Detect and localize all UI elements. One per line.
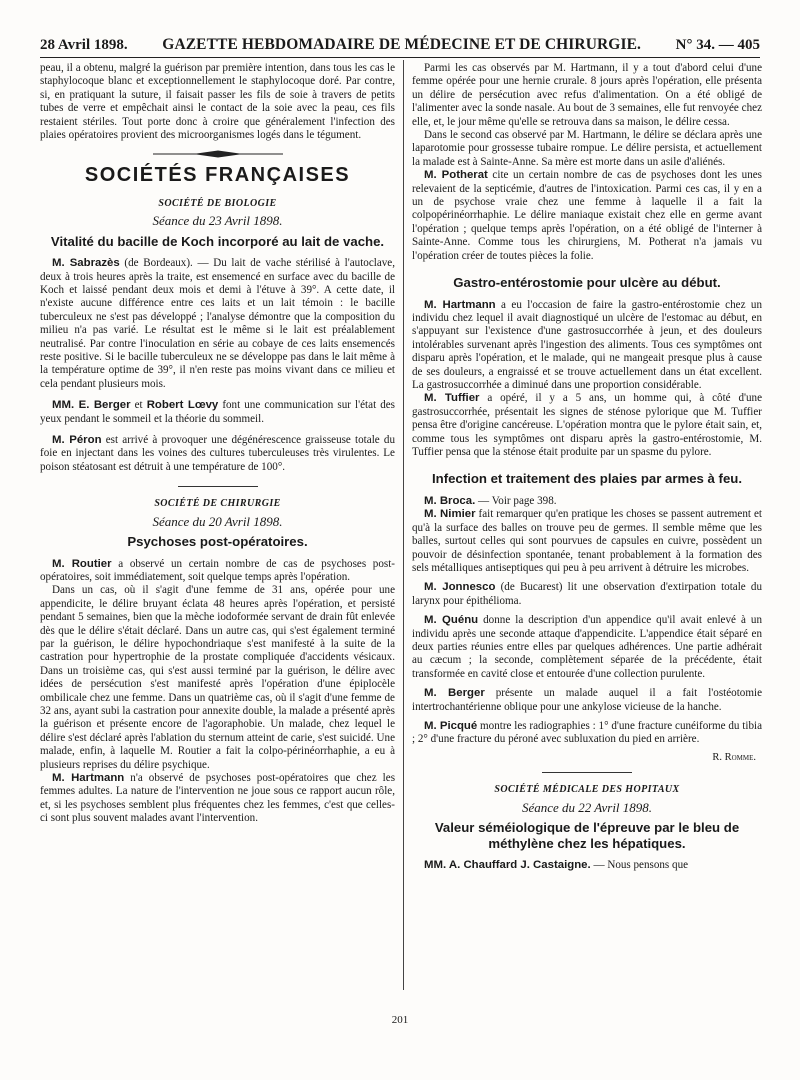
article-title: Gastro-entérostomie pour ulcère au début.: [453, 275, 721, 291]
article-title: Psychoses post-opératoires.: [127, 534, 308, 550]
seance-date: Séance du 22 Avril 1898.: [521, 799, 653, 815]
column-divider: [403, 60, 404, 990]
paragraph-text: et: [130, 399, 147, 412]
running-header: [40, 36, 760, 54]
paragraph: [412, 687, 762, 714]
speaker-name: M. Hartmann: [52, 772, 125, 785]
speaker-name: M. Berger: [424, 687, 485, 700]
paragraph: [412, 720, 762, 747]
speaker-name: M. Quénu: [424, 614, 479, 627]
paragraph: [40, 399, 395, 426]
paragraph-text: (de Bucarest) lit une observation d'extirpation totale du larynx pour épithélioma.: [412, 581, 762, 607]
paragraph: [40, 772, 395, 826]
speaker-name: M. Routier: [52, 557, 112, 570]
paragraph: [412, 495, 762, 508]
right-column: [412, 62, 762, 873]
society-heading: SOCIÉTÉ DE BIOLOGIE: [158, 197, 277, 209]
paragraph: Dans un cas, où il s'agit d'une femme de 31 ans, opérée pour une appendicite, le délire bruyant éclata 48 heures après l'opération, et persisté pendant 5 semaines, bien que la mèche iodoformée servant de drain fût enlevée dès que le délire s'était déclaré. Dans un autre cas, qui s'est également terminé par la guérison, le délire hypochondriaque s'est manifesté à la suite de la castration pour hypertrophie de la prostate compliquée d'accidents vésicaux. Dans un troisième cas, qui s'est aussi terminé par la guérison, le délire avec idées de persécution s'est manifesté après l'opération d'une épiplocèle ombilicale chez une femme. Dans un quatrième cas, où il s'agit d'une femme de 32 ans, ayant subi la castration pour annexite double, la malade a présenté après la guérison et présente encore de l'agoraphobie. Un malade, chez lequel le délire s'est déclaré après l'ablation du sternum atteint de carie, s'est suicidé. Une malade, enfin, à laquelle M. Routier a fait la colpo-périnéorrhaphie, a eu à plusieurs reprises du délire psychique.: [40, 584, 395, 771]
speaker-name: M. Sabrazès: [52, 257, 120, 270]
speaker-name: M. Tuffier: [424, 392, 480, 405]
section-title: SOCIÉTÉS FRANÇAISES: [84, 164, 351, 187]
article-title: Vitalité du bacille de Koch incorporé au lait de vache.: [50, 233, 385, 249]
speaker-name: M. Jonnesco: [424, 581, 496, 594]
page-number: 201: [391, 1014, 409, 1026]
paragraph-text: a eu l'occasion de faire la gastro-entérostomie chez un individu chez lequel il avait diagnostiqué un ulcère de l'estomac au début, en s'appuyant sur l'existence d'une gastrosuccorrhée à jeun, et des douleurs intolérables survenant après l'ingestion des aliments. Tous ces symptômes ont disparu après l'opération, et le malade, qui ne mangeait presque plus à cause de ses douleurs, a engraissé et se trouve actuellement dans un état excellent. La gastrosuccorrhée a diminué dans une proportion considérable.: [412, 298, 763, 392]
paragraph: [40, 434, 395, 474]
header-date: 28 Avril 1898.: [40, 37, 128, 53]
paragraph: [412, 859, 762, 872]
paragraph: [412, 169, 762, 263]
section-rule: [178, 486, 258, 487]
paragraph: Dans le second cas observé par M. Hartmann, le délire se déclara après une laparotomie pour grossesse tubaire rompue. Le délire persista, et actuellement la malade est à Sainte-Anne. Sa mère est morte dans un asile d'aliénés.: [412, 129, 762, 168]
seance-date: Séance du 23 Avril 1898.: [152, 213, 283, 229]
paragraph-text: donne la description d'un appendice qu'il avait enlevé à un individu après une seconde attaque d'appendicite. L'appendice était séparé en deux parties réunies entre elles par quelques adhérences. Une partie adhérait au cæcum ; la seconde, complètement séparée de la précédente, était transformée en cavité close et entourée d'une collection purulente.: [412, 614, 762, 680]
speaker-name: M. Potherat: [424, 169, 488, 182]
speaker-name: MM. E. Berger: [52, 399, 131, 412]
paragraph: [412, 508, 762, 575]
paragraph: [412, 392, 762, 459]
paragraph-text: n'a observé de psychoses post-opératoires que chez les femmes adultes. La nature de l'intervention ne joue sous ce rapport aucun rôle, et, si les psychoses semblent plus fréquentes chez les femmes, c'est que celles-ci sont plus souvent malades avant l'intervention.: [40, 772, 396, 825]
header-rule: [40, 57, 760, 58]
header-journal-title: GAZETTE HEBDOMADAIRE DE MÉDECINE ET DE CHIRURGIE.: [162, 36, 642, 53]
paragraph: Parmi les cas observés par M. Hartmann, il y a tout d'abord celui d'une femme opérée pour une hernie crurale. 8 jours après l'opération, elle présenta un délire de persécution avec refus d'alimentation. On a été obligé de l'alimenter avec la sonde nasale. Au bout de 3 semaines, elle fut renvoyée chez elle, et, le jour même qu'elle se retrouva dans sa maison, le délire cessa.: [412, 62, 762, 128]
paragraph: [412, 581, 762, 608]
article-title: Valeur séméiologique de l'épreuve par le bleu de méthylène chez les hépatiques.: [434, 820, 740, 851]
paragraph-text: a opéré, il y a 5 ans, un homme qui, à côté d'une gastrosuccorrhée, présentait les signes de sténose pylorique que M. Tuffier pensa être d'origine cancéreuse. L'opération montra que le pylore était sain, et, comme tous les symptômes ont disparu après la gastro-entérostomie, M. Tuffier pensa que la sténose était produite par un spasme du pylore.: [412, 392, 763, 459]
speaker-name: M. Hartmann: [424, 298, 496, 311]
society-heading: SOCIÉTÉ MÉDICALE DES HOPITAUX: [494, 784, 680, 796]
header-issue: N° 34. — 405: [675, 37, 760, 53]
speaker-name: M. Nimier: [424, 508, 476, 521]
speaker-name: M. Broca.: [424, 494, 476, 507]
paragraph-text: — Nous pensons que: [590, 859, 689, 872]
society-heading: SOCIÉTÉ DE CHIRURGIE: [154, 498, 281, 510]
paragraph-text: présente un malade auquel il a fait l'ostéotomie intertrochantérienne oblique pour une ankylose vicieuse de la hanche.: [412, 687, 762, 713]
paragraph: [40, 257, 395, 391]
paragraph-text: fait remarquer qu'en pratique les choses se passent autrement et qu'à la surface des balles on trouve peu de germes. Il semble même que les balles, surtout celles qui sont pourvues de capsules en cuivre, possèdent un pouvoir de désinfection spontanée, tenant probablement à la formation des sels métalliques antiseptiques qui peu à peu arrivent à détruire les microbes.: [412, 508, 762, 574]
paragraph-text: est arrivé à provoquer une dégénérescence graisseuse totale du foie en injectant dans les voines des cultures tuberculeuses très virulentes. Le poison stéatosant est détruit à une température de 100°.: [40, 434, 395, 473]
paragraph: [412, 299, 762, 393]
paragraph-text: — Voir page 398.: [475, 494, 557, 507]
paragraph: [40, 558, 395, 585]
paragraph-text: montre les radiographies : 1° d'une fracture cunéiforme du tibia ; 2° d'une fracture du péroné avec subluxation du pied en arrière.: [412, 720, 762, 746]
signature: R. Romme.: [712, 751, 756, 763]
intro-paragraph: peau, il a obtenu, malgré la guérison par première intention, dans tous les cas le staphylocoque blanc et exceptionnellement le staphylocoque doré. Par contre, si, en pratiquant la suture, il faisait passer les fils de soie à travers de petits tubes de verre et empêchait ainsi le contact de la soie avec la peau, ces fils restaient stériles. Tout porte donc à croire que généralement l'infection des plaies opératoires provient des microorganismes logés dans le tégument.: [40, 62, 395, 142]
speaker-name: M. Péron: [52, 434, 102, 447]
paragraph-text: font une communication sur l'état des yeux pendant le sommeil et la théorie du sommeil.: [40, 399, 396, 425]
section-rule: [542, 772, 632, 773]
ornament-divider: [153, 149, 283, 159]
paragraph: [412, 614, 762, 681]
paragraph-text: (de Bordeaux). — Du lait de vache stérilisé à l'autoclave, deux à trois heures après la traite, est ensemencé en surface avec du bacille de Koch et laissé pendant deux mois et demi à l'étuve à 39°. A cette date, il n'existe aucune différence entre ces laits et un lait témoin : le bacille tuberculeux ne s'est pas développé ; l'analyse démontre que la composition du milieu n'a pas varié. Le résultat est le même si le lait est préalablement neutralisé. Par contre l'inoculation en série au cobaye de ces laits ensemencés reste positive. Si le bacille tuberculeux ne se développe pas dans le lait même à la température optime de 39°, il n'en reste pas moins vivant dans ce milieu et cela pendant plusieurs mois.: [40, 257, 395, 390]
paragraph-text: cite un certain nombre de cas de psychoses dont les unes relevaient de la septicémie, d'autres de l'intoxication. Parmi ces cas, il y en a un de psychose vraie chez une femme à laquelle il a fait la colpopérinéorrhaphie. Le délire maniaque existait chez elle en germe avant l'opération ; quelque temps après l'opération, on a été obligé de l'interner à Sainte-Anne. Comme tous les chirurgiens, M. Potherat n'a jamais vu l'opération créer de toutes pièces la folie.: [412, 169, 762, 262]
seance-date: Séance du 20 Avril 1898.: [152, 513, 283, 529]
speaker-name: MM. A. Chauffard J. Castaigne.: [424, 859, 591, 872]
article-title: Infection et traitement des plaies par armes à feu.: [431, 471, 742, 487]
paragraph-text: a observé un certain nombre de cas de psychoses post-opératoires, soit immédiatement, soit quelque temps après l'opération.: [40, 557, 395, 583]
speaker-name: Robert Lœvy: [146, 399, 219, 412]
speaker-name: M. Picqué: [424, 720, 478, 733]
left-column: [40, 62, 395, 826]
